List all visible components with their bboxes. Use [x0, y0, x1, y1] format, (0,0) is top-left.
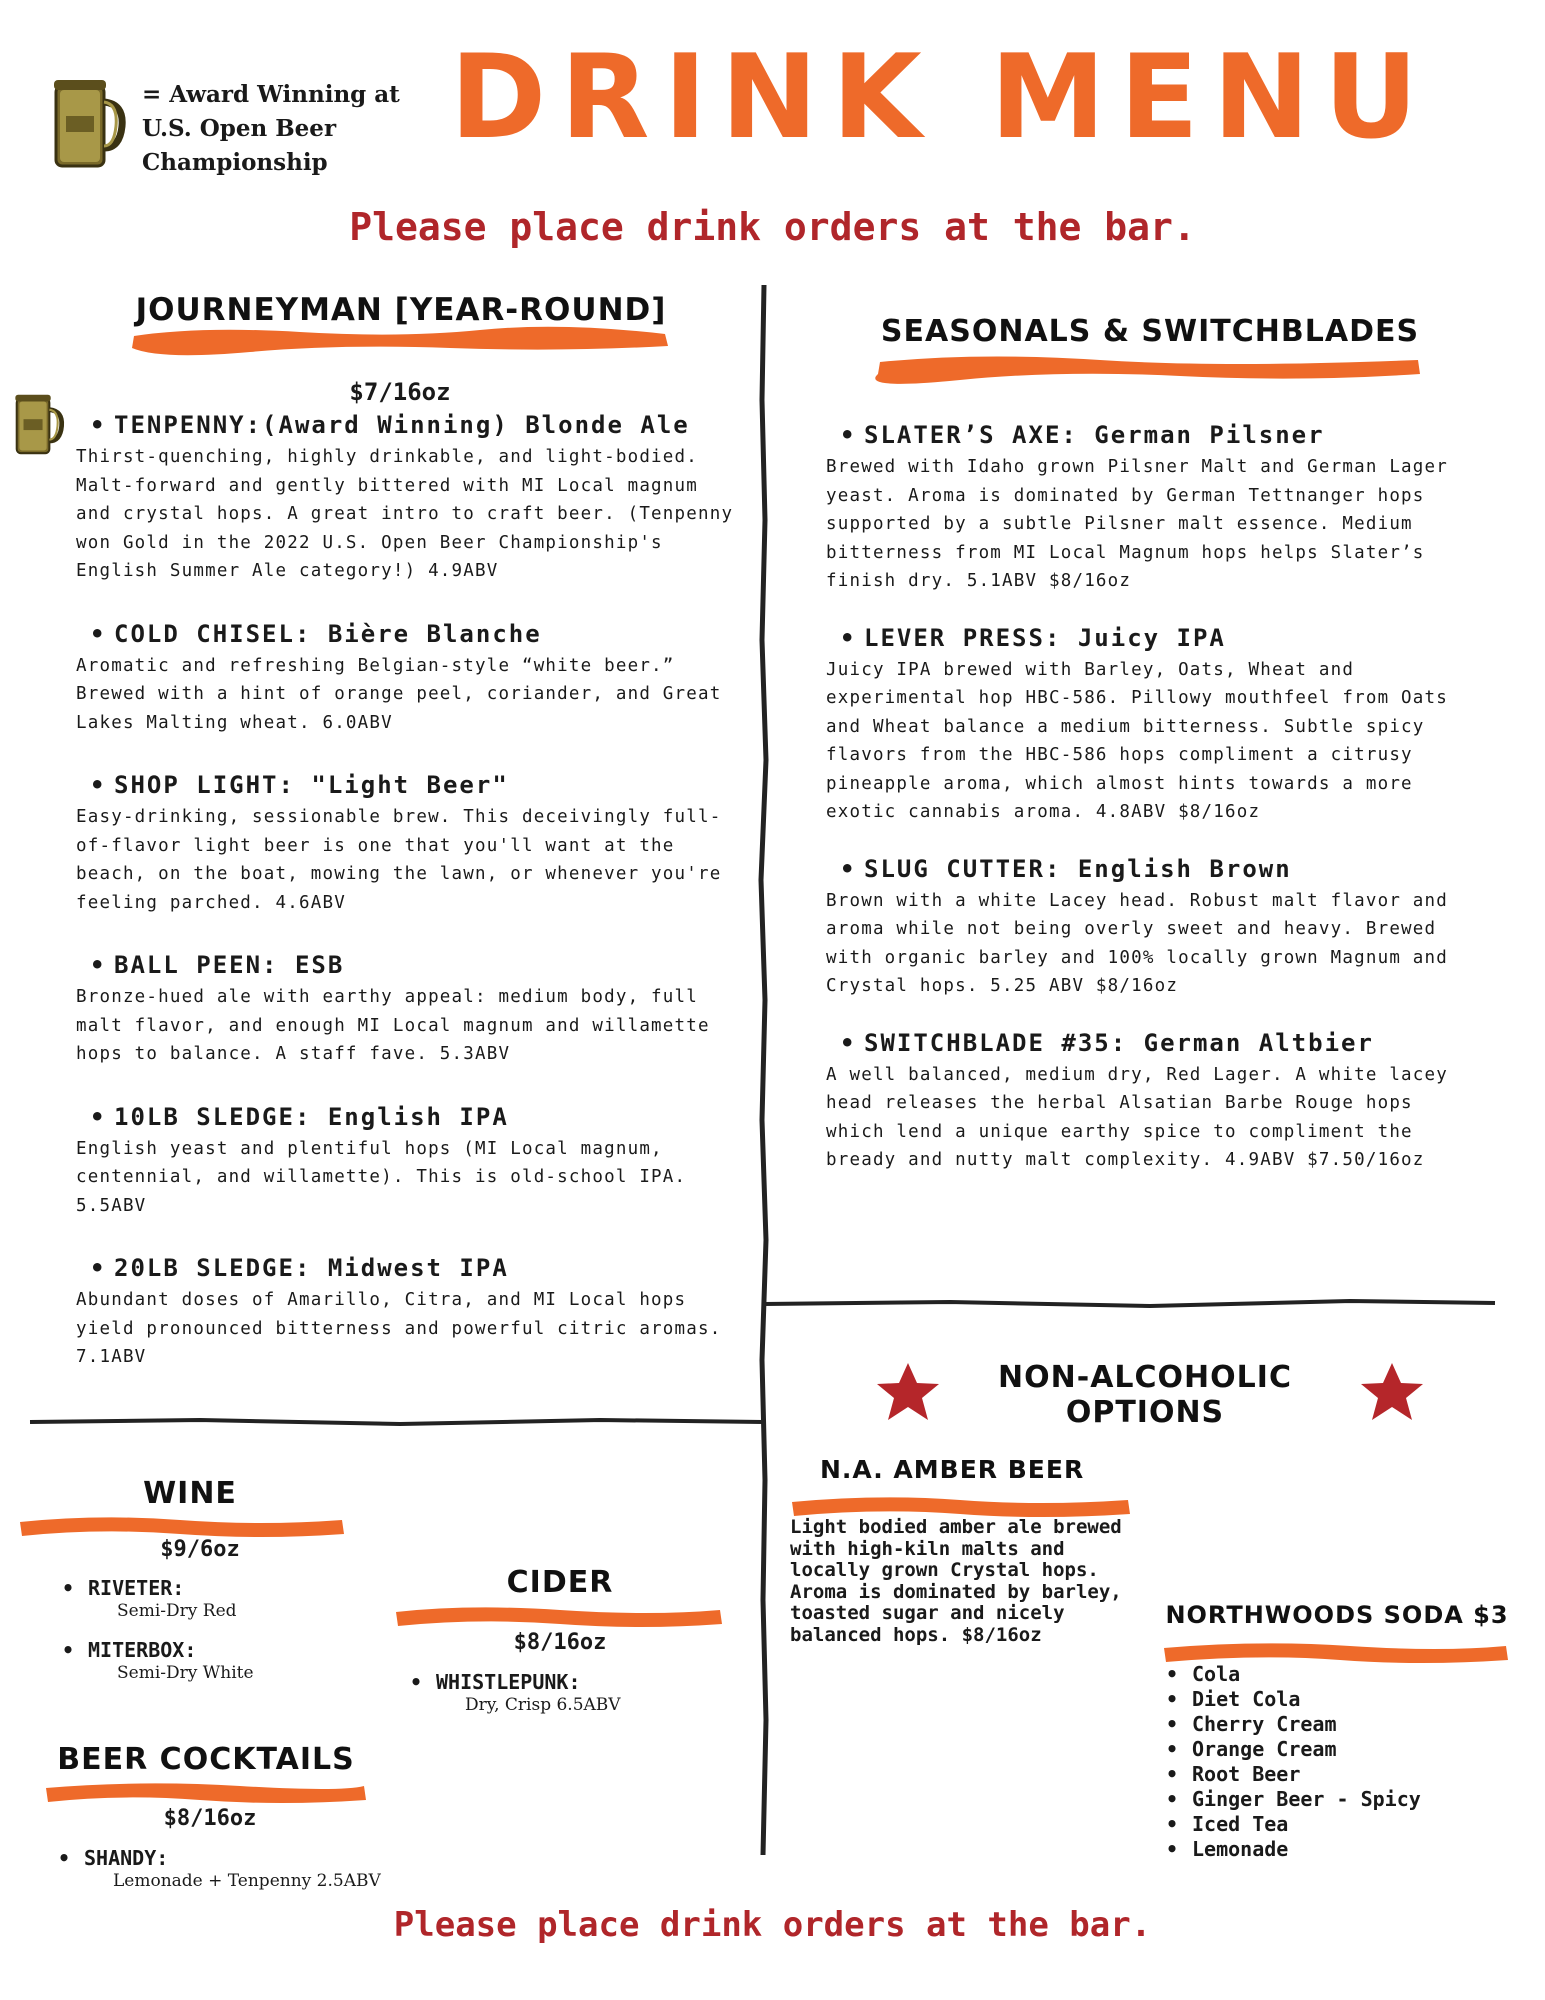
item-description: Brown with a white Lacey head. Robust malt flavor and aroma while not being overly sweet and heavy. Brewed with organic barley and 100% locally grown Magnum and Crystal hops. 5.25 ABV $8/16oz: [826, 890, 1449, 996]
item-name: • SHANDY:: [58, 1846, 169, 1870]
item-name: • WHISTLEPUNK:: [410, 1670, 581, 1694]
item-description: Semi-Dry White: [117, 1663, 254, 1683]
soda-item: • Root Beer: [1166, 1762, 1486, 1787]
seasonal-item: [826, 623, 1466, 827]
item-description: Semi-Dry Red: [117, 1601, 237, 1621]
seasonals-title: SEASONALS & SWITCHBLADES: [880, 314, 1420, 349]
notice-top: Please place drink orders at the bar.: [349, 205, 1196, 249]
soda-item: • Cola: [1166, 1662, 1486, 1687]
cocktails-price: $8/16oz: [163, 1806, 257, 1831]
item-name: • COLD CHISEL: Bière Blanche: [90, 619, 542, 648]
journeyman-item: [76, 619, 736, 738]
cider-list: [410, 1670, 730, 1715]
award-legend: = Award Winning at U.S. Open Beer Championship: [142, 81, 400, 176]
notice-bottom: Please place drink orders at the bar.: [393, 1905, 1152, 1945]
brush-na-beer: [792, 1497, 1130, 1517]
item-description: Dry, Crisp 6.5ABV: [465, 1695, 621, 1715]
journeyman-item: [76, 1102, 736, 1221]
star-left-icon: [877, 1363, 939, 1420]
wine-list: [62, 1576, 362, 1683]
wine-price: $9/6oz: [160, 1537, 240, 1562]
award-mug-legend-icon: [54, 80, 122, 166]
brush-cocktails: [46, 1783, 366, 1803]
item-description: Juicy IPA brewed with Barley, Oats, Wheat and experimental hop HBC-586. Pillowy mouthfeel from Oats and Wheat balance a medium bitterness. Subtle spicy flavors from the HBC-586 hops compliment a citrusy pineapple aroma, which almost hints towards a more exotic cannabis aroma. 4.8ABV $8/16oz: [826, 659, 1449, 822]
item-description: Bronze-hued ale with earthy appeal: medium body, full malt flavor, and enough MI Local magnum and willamette hops to balance. A staff fave. 5.3ABV: [76, 987, 710, 1064]
cider-title: CIDER: [506, 1565, 614, 1600]
item-description: Lemonade + Tenpenny 2.5ABV: [113, 1871, 381, 1891]
item-name: • SWITCHBLADE #35: German Altbier: [840, 1028, 1374, 1057]
item-name: • RIVETER:: [62, 1576, 185, 1600]
brush-wine: [20, 1517, 344, 1537]
item-name: • 10LB SLEDGE: English IPA: [90, 1102, 509, 1131]
journeyman-item: [76, 410, 736, 586]
journeyman-item: [76, 770, 736, 917]
item-name: • TENPENNY:(Award Winning) Blonde Ale: [90, 411, 690, 439]
item-description: English yeast and plentiful hops (MI Local magnum, centennial, and willamette). This is old-school IPA. 5.5ABV: [76, 1138, 687, 1216]
wine-item: [62, 1576, 362, 1621]
brush-soda: [1164, 1643, 1508, 1663]
soda-item: • Orange Cream: [1166, 1737, 1486, 1762]
wine-title: WINE: [143, 1476, 237, 1511]
brush-cider: [396, 1607, 722, 1627]
soda-item: • Ginger Beer - Spicy: [1166, 1787, 1486, 1812]
cider-item: [410, 1670, 730, 1715]
item-name: • MITERBOX:: [62, 1638, 197, 1662]
item-name: • SHOP LIGHT: "Light Beer": [90, 771, 509, 799]
item-name: • 20LB SLEDGE: Midwest IPA: [90, 1254, 509, 1282]
soda-title: NORTHWOODS SODA $3: [1165, 1601, 1509, 1629]
soda-list: [1166, 1662, 1486, 1862]
cocktails-title: BEER COCKTAILS: [57, 1742, 355, 1777]
item-description: Abundant doses of Amarillo, Citra, and MI Local hops yield pronounced bitterness and powerful citric aromas. 7.1ABV: [76, 1290, 722, 1367]
item-description: Thirst-quenching, highly drinkable, and light-bodied. Malt-forward and gently bittered with MI Local magnum and crystal hops. A great intro to craft beer. (Tenpenny won Gold in the 2022 U.S. Open Beer Championship's English Summer Ale category!) 4.9ABV: [76, 447, 734, 581]
item-description: Brewed with Idaho grown Pilsner Malt and German Lager yeast. Aroma is dominated by German Tettnanger hops supported by a subtle Pilsner malt essence. Medium bitterness from MI Local Magnum hops helps Slater’s finish dry. 5.1ABV $8/16oz: [826, 457, 1449, 591]
item-name: • BALL PEEN: ESB: [90, 951, 345, 979]
vertical-divider: [761, 285, 766, 1855]
cocktail-item: [58, 1846, 438, 1891]
item-name: • SLUG CUTTER: English Brown: [840, 854, 1292, 883]
soda-item: • Iced Tea: [1166, 1812, 1486, 1837]
item-description: Aromatic and refreshing Belgian-style “white beer.” Brewed with a hint of orange peel, coriander, and Great Lakes Malting wheat. 6.0ABV: [76, 655, 722, 733]
award-mug-tenpenny-icon: [15, 395, 61, 453]
journeyman-item: [76, 950, 736, 1069]
seasonal-item: [826, 1028, 1466, 1175]
item-description: Easy-drinking, sessionable brew. This deceivingly full-of-flavor light beer is one that you'll want at the beach, on the boat, mowing the lawn, or whenever you're feeling parched. 4.6ABV: [76, 807, 722, 913]
na-beer-title: N.A. AMBER BEER: [820, 1455, 1085, 1484]
item-name: • LEVER PRESS: Juicy IPA: [840, 623, 1226, 652]
non-alcoholic-title: NON-ALCOHOLIC OPTIONS: [998, 1360, 1292, 1430]
horizontal-divider-left: [30, 1420, 764, 1424]
journeyman-item: [76, 1253, 736, 1372]
soda-item: • Lemonade: [1166, 1837, 1486, 1862]
wine-item: [62, 1638, 362, 1683]
na-beer-description: Light bodied amber ale brewed with high-kiln malts and locally grown Crystal hops. Aroma is dominated by barley, toasted sugar and nicely balanced hops. $8/16oz: [790, 1516, 1122, 1646]
cider-price: $8/16oz: [513, 1630, 607, 1655]
soda-item: • Diet Cola: [1166, 1687, 1486, 1712]
horizontal-divider-right: [764, 1301, 1495, 1306]
journeyman-title: JOURNEYMAN [YEAR-ROUND]: [135, 292, 667, 328]
brush-journeyman: [132, 327, 668, 355]
soda-item: • Cherry Cream: [1166, 1712, 1486, 1737]
seasonal-item: [826, 420, 1466, 596]
brush-seasonals: [875, 356, 1420, 383]
journeyman-price: $7/16oz: [349, 378, 451, 406]
item-description: A well balanced, medium dry, Red Lager. A white lacey head releases the herbal Alsatian Barbe Rouge hops which lend a unique earthy spice to compliment the bready and nutty malt complexity. 4.9ABV $7.50/16oz: [826, 1064, 1449, 1170]
cocktails-list: [58, 1846, 438, 1891]
seasonal-item: [826, 854, 1466, 1001]
star-right-icon: [1361, 1363, 1423, 1420]
item-name: • SLATER’S AXE: German Pilsner: [840, 421, 1325, 449]
seasonals-list: [826, 420, 1466, 1175]
page-title: DRINK MENU: [450, 30, 1433, 165]
journeyman-list: [76, 410, 736, 1372]
